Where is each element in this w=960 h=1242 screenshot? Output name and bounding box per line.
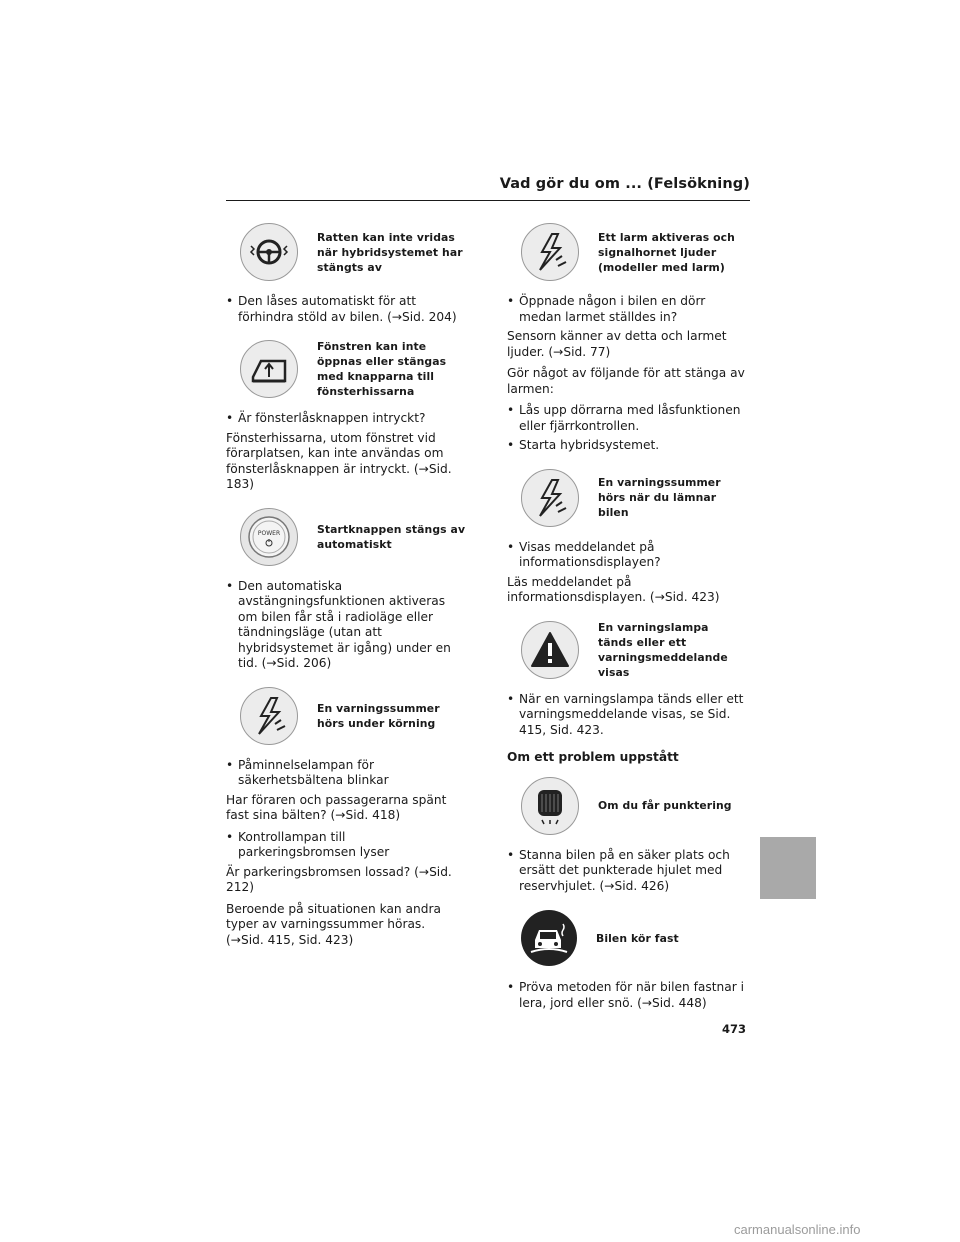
alarm-section	[507, 220, 747, 454]
stuck-heading	[507, 906, 747, 970]
start-button-bullet: • Den automatiska avstängningsfunktionen aktiveras om bilen får stå i radioläge eller tändningsläge (utan att hybridsystemet är igång) under en tid. (→Sid. 206)	[226, 579, 466, 672]
alarm-icon	[521, 223, 579, 281]
warning-lamp-section	[507, 618, 747, 739]
alarm-bullet-door: • Öppnade någon i bilen en dörr medan larmet ställdes in?	[507, 294, 747, 325]
steering-lock-heading	[226, 220, 466, 284]
alarm-title: Ett larm aktiveras och signalhornet ljuder (modeller med larm)	[598, 230, 735, 274]
flat-tire-section	[507, 774, 747, 895]
stuck-car-icon	[521, 910, 577, 966]
left-column	[226, 220, 466, 960]
page-header	[226, 176, 750, 201]
svg-text:POWER: POWER	[257, 529, 281, 537]
warning-lamp-heading	[507, 618, 747, 682]
warning-lamp-bullet: • När en varningslampa tänds eller ett varningsmeddelande visas, se Sid. 415, Sid. 423.	[507, 692, 747, 739]
alarm-bullet-start: • Starta hybridsystemet.	[507, 438, 747, 454]
steering-lock-title: Ratten kan inte vridas när hybridsystemet har stängts av	[317, 230, 463, 274]
buzzer-driving-section	[226, 684, 466, 949]
warning-lamp-title: En varningslampa tänds eller ett varningsmeddelande visas	[598, 620, 728, 679]
display-message-bullet: • Visas meddelandet på informationsdisplayen?	[507, 540, 747, 571]
alarm-bullet-unlock: • Lås upp dörrarna med låsfunktionen eller fjärrkontrollen.	[507, 403, 747, 434]
buzzer-leaving-heading	[507, 466, 747, 530]
window-bullet: • Är fönsterlåsknappen intryckt?	[226, 411, 466, 427]
stuck-bullet: • Pröva metoden för när bilen fastnar i lera, jord eller snö. (→Sid. 448)	[507, 980, 747, 1011]
stuck-title: Bilen kör fast	[596, 931, 679, 945]
alarm-para-stop: Gör något av följande för att stänga av larmen:	[507, 366, 745, 396]
chapter-tab	[760, 837, 816, 899]
flat-tire-bullet: • Stanna bilen på en säker plats och ersätt det punkterade hjulet med reservhjulet. (→Sid. 426)	[507, 848, 747, 895]
steering-lock-bullet: • Den låses automatiskt för att förhindra stöld av bilen. (→Sid. 204)	[226, 294, 466, 325]
window-heading	[226, 337, 466, 401]
alarm-heading	[507, 220, 747, 284]
flat-tire-heading	[507, 774, 747, 838]
buzzer-driving-heading	[226, 684, 466, 748]
parking-brake-bullet: • Kontrollampan till parkeringsbromsen lyser	[226, 830, 466, 861]
parking-brake-para: Är parkeringsbromsen lossad? (→Sid. 212)	[226, 864, 452, 894]
buzzer-icon	[521, 469, 579, 527]
power-button-icon	[240, 508, 298, 566]
right-column	[507, 220, 747, 1023]
warning-triangle-icon	[521, 621, 579, 679]
seatbelt-bullet: • Påminnelselampan för säkerhetsbältena blinkar	[226, 758, 466, 789]
start-button-section	[226, 505, 466, 672]
start-button-heading	[226, 505, 466, 569]
steering-lock-icon	[240, 223, 298, 281]
flat-tire-title: Om du får punktering	[598, 799, 732, 812]
alarm-para-sensor: Sensorn känner av detta och larmet ljuder. (→Sid. 77)	[507, 329, 727, 359]
buzzer-leaving-title: En varningssummer hörs när du lämnar bilen	[598, 476, 721, 519]
buzzer-leaving-section	[507, 466, 747, 606]
flat-tire-icon	[521, 777, 579, 835]
buzzer-driving-title: En varningssummer hörs under körning	[317, 701, 440, 730]
window-lock-icon	[240, 340, 298, 398]
stuck-section	[507, 906, 747, 1011]
window-para: Fönsterhissarna, utom fönstret vid förarplatsen, kan inte användas om fönsterlåsknappen är intryckt. (→Sid. 183)	[226, 430, 452, 491]
section-title: Vad gör du om ... (Felsökning)	[499, 176, 750, 192]
buzzer-icon	[240, 687, 298, 745]
seatbelt-para: Har föraren och passagerarna spänt fast sina bälten? (→Sid. 418)	[226, 792, 447, 822]
window-title: Fönstren kan inte öppnas eller stängas med knapparna till fönsterhissarna	[317, 340, 447, 398]
start-button-title: Startknappen stängs av automatiskt	[317, 522, 466, 551]
display-message-para: Läs meddelandet på informationsdisplayen. (→Sid. 423)	[507, 574, 720, 604]
window-section	[226, 337, 466, 493]
problem-subheading: Om ett problem uppstått	[507, 750, 679, 764]
steering-lock-section	[226, 220, 466, 325]
watermark: carmanualsonline.info	[734, 1222, 861, 1237]
buzzer-types-para: Beroende på situationen kan andra typer av varningssummer höras. (→Sid. 415, Sid. 423)	[226, 901, 441, 947]
page-number: 473	[722, 1022, 747, 1036]
